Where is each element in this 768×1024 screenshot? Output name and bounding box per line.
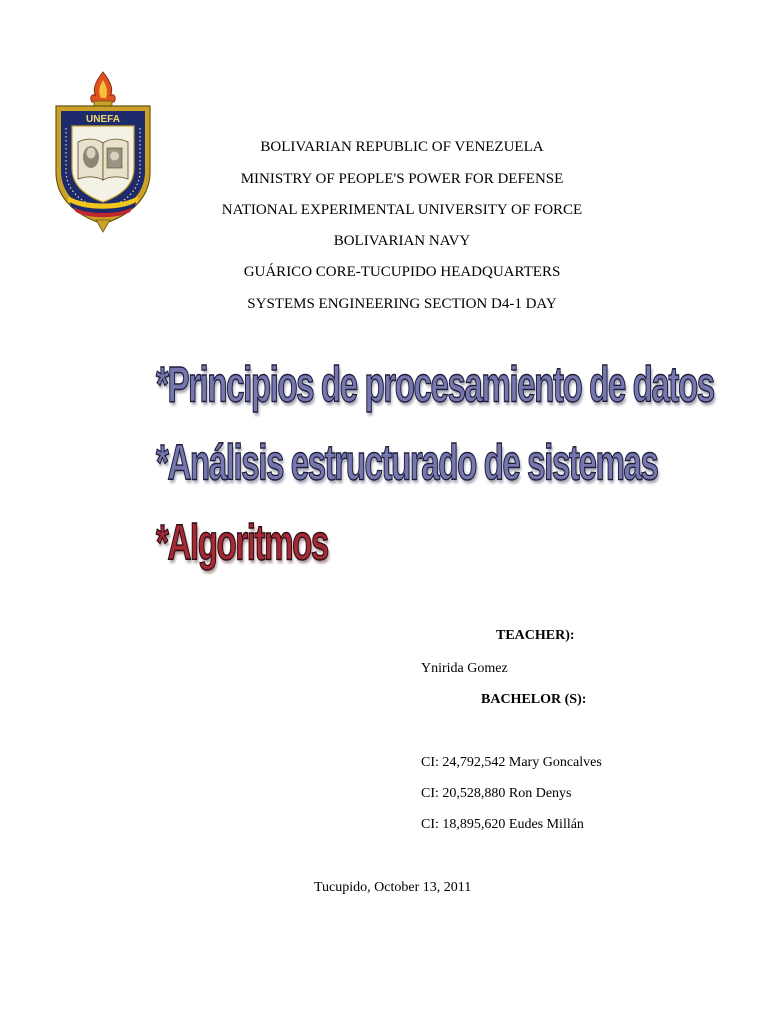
student-entry: CI: 18,895,620 Eudes Millán — [421, 817, 584, 832]
header-navy: BOLIVARIAN NAVY — [333, 233, 471, 249]
teacher-label: TEACHER): — [496, 628, 575, 643]
header-country: BOLIVARIAN REPUBLIC OF VENEZUELA — [260, 139, 544, 155]
subject-title-1: *Principios de procesamiento de datos — [156, 356, 714, 413]
student-entry: CI: 24,792,542 Mary Goncalves — [421, 755, 602, 770]
subject-title-2: *Análisis estructurado de sistemas — [156, 434, 658, 491]
bachelor-label: BACHELOR (S): — [481, 692, 587, 707]
subject-title-3: *Algoritmos — [156, 514, 328, 571]
unefa-crest-logo — [48, 68, 158, 234]
header-university: NATIONAL EXPERIMENTAL UNIVERSITY OF FORCE — [221, 202, 583, 218]
teacher-name: Ynirida Gomez — [421, 661, 508, 676]
student-entry: CI: 20,528,880 Ron Denys — [421, 786, 572, 801]
crest-title: UNEFA — [86, 114, 120, 125]
header-section: SYSTEMS ENGINEERING SECTION D4-1 DAY — [247, 296, 557, 312]
header-headquarters: GUÁRICO CORE-TUCUPIDO HEADQUARTERS — [243, 264, 561, 280]
header-ministry: MINISTRY OF PEOPLE'S POWER FOR DEFENSE — [240, 171, 564, 187]
place-date: Tucupido, October 13, 2011 — [314, 880, 472, 895]
